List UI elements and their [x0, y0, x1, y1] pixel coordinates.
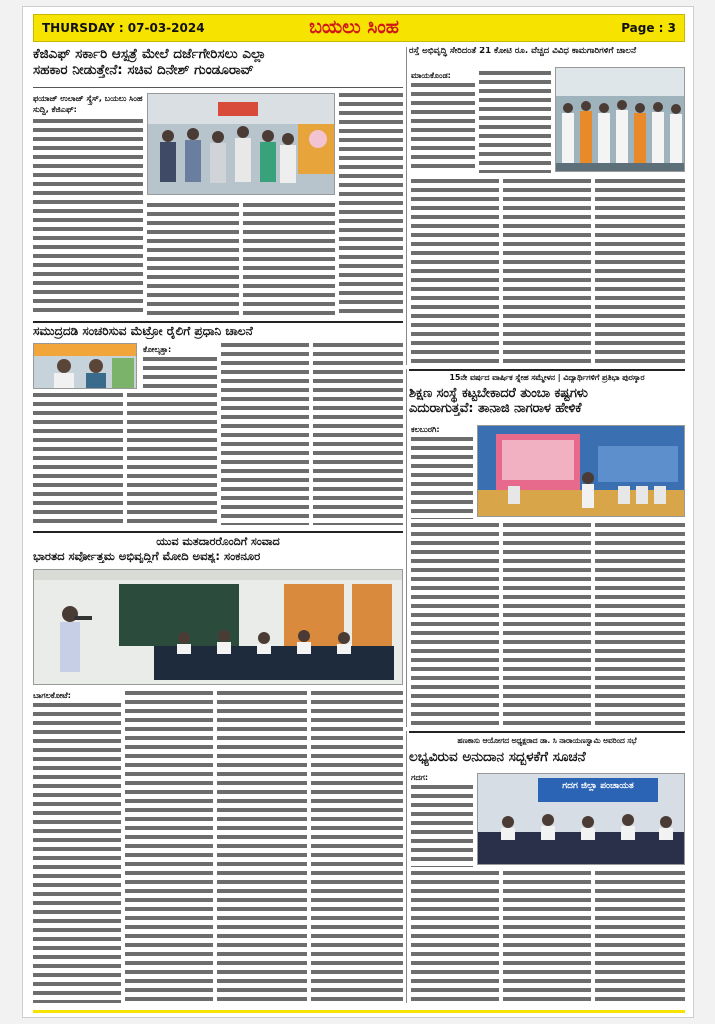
column-divider [406, 731, 407, 1003]
article-3-text-col1 [33, 393, 123, 525]
newspaper-page [22, 6, 694, 1018]
article-5-kicker: 15ನೇ ವರ್ಷದ ವಾರ್ಷಿಕ ಸ್ನೇಹ ಸಮ್ಮೇಳನ | ವಿದ್ಯಾರ್ಥಿಗಳಿಗೆ ಪ್ರತಿಭಾ ಪುರಸ್ಕಾರ [449, 373, 645, 382]
article-5-text-col3 [595, 523, 685, 727]
article-5-headline-line1: ಶಿಕ್ಷಣ ಸಂಸ್ಥೆ ಕಟ್ಟಬೇಕಾದರೆ ತುಂಬಾ ಕಷ್ಟಗಳು [409, 387, 588, 401]
article-5-byline: ಕಲಬುರಗಿ: [411, 425, 440, 434]
article-1-text-col4 [339, 93, 403, 317]
article-6-text-col1 [411, 871, 499, 1003]
article-4-kicker: ಯುವ ಮತದಾರರೊಂದಿಗೆ ಸಂವಾದ [156, 535, 280, 548]
article-4-photo [33, 569, 403, 685]
article-1-text-col2 [147, 203, 239, 317]
article-1-headline-line1: ಕೆಜಿಎಫ್ ಸರ್ಕಾರಿ ಆಸ್ಪತ್ರೆ ಮೇಲೆ ದರ್ಜೆಗೇರಿಸಲು ಎಲ್ಲಾ [33, 47, 267, 62]
article-divider [409, 369, 685, 371]
article-5-text-col1 [411, 523, 499, 727]
article-6-text-col0 [411, 785, 473, 867]
article-6-photo [477, 773, 685, 865]
article-1-photo [147, 93, 335, 195]
article-4-headline: ಭಾರತದ ಸರ್ವೋತ್ತಮ ಅಭಿವೃದ್ಧಿಗೆ ಮೋದಿ ಅವಶ್ಯ: ಸಂಕನೂರ [33, 550, 261, 563]
article-1-text-col3 [243, 203, 335, 317]
newspaper-photo-icon [148, 94, 335, 195]
article-5-text-col0 [411, 437, 473, 519]
article-2-byline: ಮಾಯಕೊಂಡ: [411, 71, 451, 80]
article-divider [33, 531, 403, 533]
article-1-text-col1 [33, 119, 143, 317]
article-divider [409, 731, 685, 733]
article-1-headline [33, 47, 403, 78]
page-number: Page : 3 [621, 21, 676, 35]
masthead-title: ಬಯಲು ಸಿಂಹ [309, 16, 399, 38]
article-6-text-col3 [595, 871, 685, 1003]
newspaper-photo-icon [556, 68, 685, 172]
article-5-headline [409, 387, 685, 416]
article-2-text-col1 [411, 179, 499, 365]
article-3-text-col3 [221, 343, 309, 525]
article-5-text-col2 [503, 523, 591, 727]
article-2-headline: ರಸ್ತೆ ಅಭಿವೃದ್ಧಿ ಸೇರಿದಂತೆ 21 ಕೋಟಿ ರೂ. ವೆಚ್ಚದ ವಿವಿಧ ಕಾಮಗಾರಿಗಳಿಗೆ ಚಾಲನೆ [409, 47, 637, 56]
column-divider [406, 47, 407, 365]
article-6-photo-banner: ಗದಗ ಜಿಲ್ಲಾ ಪಂಚಾಯತ [562, 781, 634, 791]
article-5-headline-line2: ಎದುರಾಗುತ್ತವೆ: ತಾನಾಜಿ ನಾಗರಾಳ ಹೇಳಿಕೆ [409, 400, 582, 416]
article-3-text-col2 [127, 393, 217, 525]
article-6-text-col2 [503, 871, 591, 1003]
article-2-text-col2 [503, 179, 591, 365]
article-4-text-col4 [311, 691, 403, 1003]
newspaper-photo-icon [478, 426, 685, 517]
article-1-byline: ಫಯಾಜ್ ಉಲಾಜ್ ಸ್ಕ್ರೆಸ್, ಬಯಲು ಸಿಂಹ ಸುದ್ದಿ, ಕೆಜಿಎಫ್: [33, 94, 143, 114]
article-1-rule [33, 87, 403, 88]
article-4-text-col2 [125, 691, 213, 1003]
article-3-headline: ಸಮುದ್ರದಡಿ ಸಂಚರಿಸುವ ಮೆಟ್ರೋ ರೈಲಿಗೆ ಪ್ರಧಾನಿ ಚಾಲನೆ [33, 325, 253, 338]
article-5-photo [477, 425, 685, 517]
footer-bar [33, 1010, 685, 1013]
article-2-photo [555, 67, 685, 172]
newspaper-photo-icon [34, 344, 137, 389]
article-4-text-col3 [217, 691, 307, 1003]
column-divider [406, 369, 407, 727]
article-1-headline-line2: ಸಹಕಾರ ನೀಡುತ್ತೇನೆ: ಸಚಿವ ದಿನೇಶ್ ಗುಂಡೂರಾವ್ [33, 61, 254, 78]
article-4-byline: ಬಾಗಲಕೋಟೆ: [33, 691, 71, 700]
article-2-text-col3 [595, 179, 685, 365]
newspaper-photo-icon [34, 570, 403, 685]
article-3-byline: ಕೋಲ್ಕತ್ತಾ: [143, 345, 172, 354]
article-divider [33, 321, 403, 323]
article-6-headline: ಲಭ್ಯವಿರುವ ಅನುದಾನ ಸದ್ಬಳಕೆಗೆ ಸೂಚನೆ [409, 750, 586, 765]
article-6-byline: ಗದಗ: [411, 773, 429, 782]
article-2-text-col2a [479, 71, 551, 173]
article-3-text-col4 [313, 343, 403, 525]
article-4-text-col1 [33, 703, 121, 1003]
article-6-kicker: ಹಣಕಾಸು ಆಯೋಗದ ಅಧ್ಯಕ್ಷರಾದ ಡಾ. ಸಿ ನಾರಾಯಣಸ್ವಾಮಿ ಅವರಿಂದ ಸಭೆ [457, 736, 637, 745]
masthead [33, 14, 685, 42]
article-3-photo [33, 343, 137, 389]
article-3-text-col1a [143, 357, 217, 389]
article-2-text-col1a [411, 83, 475, 173]
masthead-date: THURSDAY : 07-03-2024 [42, 21, 205, 35]
